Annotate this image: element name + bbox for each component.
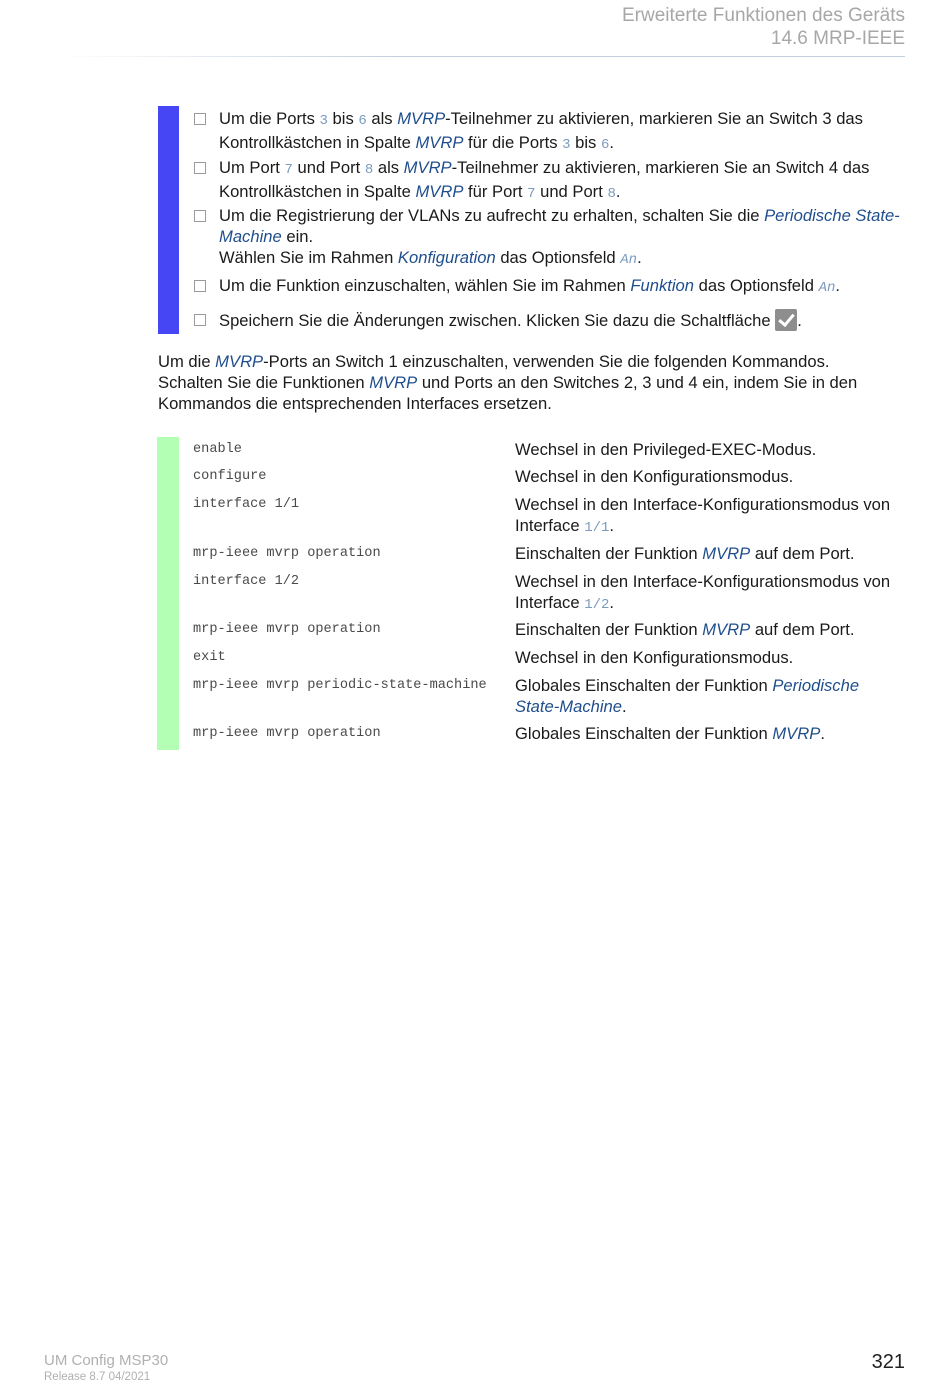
command-description [515,494,895,539]
text-run: Um die Registrierung der VLANs zu aufrecht zu erhalten, schalten Sie die [219,206,765,225]
command-description [515,723,895,744]
header-divider [58,56,905,57]
cli-command: mrp-ieee mvrp operation [193,546,381,561]
cli-command: mrp-ieee mvrp operation [193,622,381,637]
value-literal: 7 [284,162,293,178]
term-highlight: Periodische State-Machine [515,676,860,716]
text-run: . [609,516,615,535]
text-run: Wechsel in den Interface-Konfigurationsmodus von Interface [515,572,891,612]
term-highlight: MVRP [702,620,751,639]
value-literal: 6 [600,137,610,153]
cli-command: interface 1/1 [193,497,300,512]
step-text [219,309,919,331]
page-footer [44,1352,168,1384]
step-checkbox-icon [194,113,206,125]
text-run: als [373,158,404,177]
text-run: Wechsel in den Konfigurationsmodus. [515,467,794,486]
term-highlight: Periodische State-Machine [219,206,900,246]
text-run: für Port [463,182,528,201]
text-run: als [366,109,398,128]
text-run: Einschalten der Funktion [515,620,703,639]
text-run: das Optionsfeld [495,248,621,267]
step-checkbox-icon [194,162,206,174]
text-run: für die Ports [463,133,563,152]
step-text [219,108,919,156]
intro-paragraph [158,351,898,414]
step-checkbox-icon [194,280,206,292]
step-text [219,275,919,299]
command-description [515,619,895,640]
step-checkbox-icon [194,210,206,222]
command-description [515,571,895,616]
text-run: bis [327,109,359,128]
cli-command: mrp-ieee mvrp periodic-state-machine [193,678,487,693]
text-run: Wechsel in den Konfigurationsmodus. [515,648,794,667]
chapter-title: Erweiterte Funktionen des Geräts [621,5,905,26]
document-name: UM Config MSP30 [44,1352,169,1369]
value-literal: 1/2 [584,597,610,613]
text-run: . [820,724,825,743]
command-description [515,439,895,460]
text-run: Um die Ports [219,109,320,128]
value-literal: 8 [607,186,616,202]
term-highlight: Funktion [630,276,695,295]
step-text [219,157,919,205]
text-run: . [835,276,840,295]
text-run: und Port [535,182,608,201]
text-run: Einschalten der Funktion [515,544,703,563]
text-run: Um Port [219,158,285,177]
term-highlight: MVRP [415,133,464,152]
text-run: bis [570,133,601,152]
text-run: . [615,182,621,201]
text-run: auf dem Port. [750,544,855,563]
text-run: und Port [292,158,365,177]
cli-command: interface 1/2 [193,574,300,589]
text-run: . [622,697,627,716]
value-literal: 8 [364,162,374,178]
text-run: auf dem Port. [750,620,855,639]
term-highlight: MVRP [215,352,264,371]
text-run: Wechsel in den Privileged-EXEC-Modus. [515,440,817,459]
command-description [515,647,895,668]
text-run: Um die Funktion einzuschalten, wählen Sie im Rahmen [219,276,631,295]
text-run: Globales Einschalten der Funktion [515,676,773,695]
term-highlight: MVRP [397,109,446,128]
value-literal: 6 [358,113,367,129]
value-literal: 3 [562,137,571,153]
text-run: Globales Einschalten der Funktion [515,724,773,743]
cli-command: configure [193,469,267,484]
text-run: ein. [281,227,314,246]
value-literal: An [620,252,638,268]
text-run: . [609,593,615,612]
term-highlight: MVRP [403,158,452,177]
value-literal: 3 [319,113,328,129]
value-literal: An [818,280,836,296]
cli-command: mrp-ieee mvrp operation [193,726,381,741]
text-run: -Teilnehmer zu aktivieren, markieren Sie an Switch 4 das Kontrollkästchen in Spalte [219,158,870,201]
text-run: und Ports an den Switches 2, 3 und 4 ein, indem Sie in den Kommandos die entsprechenden Interfaces ersetzen. [158,373,858,413]
term-highlight: MVRP [702,544,751,563]
term-highlight: Konfiguration [397,248,496,267]
text-run: -Teilnehmer zu aktivieren, markieren Sie an Switch 3 das Kontrollkästchen in Spalte [219,109,863,152]
text-run: . [637,248,642,267]
checkmark-icon [775,309,797,331]
text-run: -Ports an Switch 1 einzuschalten, verwenden Sie die folgenden Kommandos. Schalten Sie die Funktionen [158,352,830,392]
text-run: . [797,311,802,330]
command-description [515,466,895,487]
cli-marker-bar [157,437,179,750]
term-highlight: MVRP [369,373,418,392]
action-marker-bar [158,106,179,334]
value-literal: 1/1 [584,520,610,536]
text-run: . [609,133,614,152]
cli-command: exit [193,650,226,665]
term-highlight: MVRP [415,182,464,201]
text-run: Speichern Sie die Änderungen zwischen. Klicken Sie dazu die Schaltfläche [219,311,776,330]
step-checkbox-icon [194,314,206,326]
page-number: 321 [871,1351,905,1373]
text-run: Um die [158,352,216,371]
step-text [219,205,919,271]
text-run: Wechsel in den Interface-Konfigurationsmodus von Interface [515,495,891,535]
text-run: Wählen Sie im Rahmen [219,248,398,267]
value-literal: 7 [527,186,536,202]
command-description [515,543,895,564]
text-run: das Optionsfeld [694,276,819,295]
section-title: 14.6 MRP-IEEE [770,28,905,49]
cli-command: enable [193,442,242,457]
term-highlight: MVRP [772,724,821,743]
release-info: Release 8.7 04/2021 [44,1371,151,1383]
running-header [622,4,905,50]
command-description [515,675,895,717]
